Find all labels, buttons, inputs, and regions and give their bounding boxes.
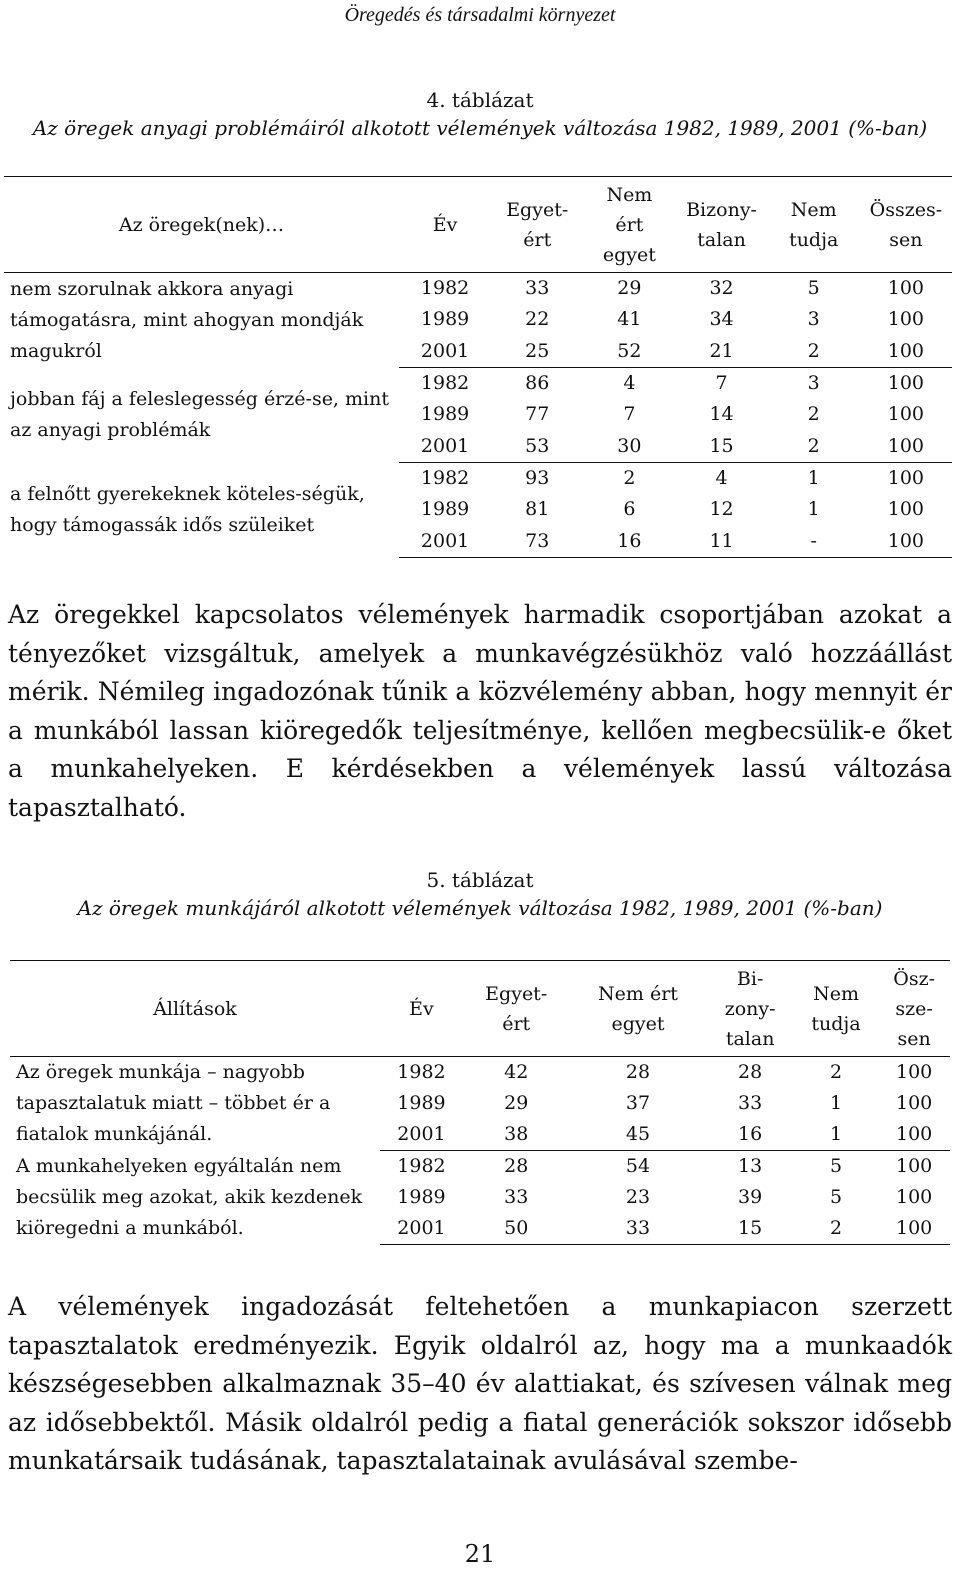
value-cell: 81 [525, 498, 550, 521]
row-label: A munkahelyeken egyáltalán nem becsülik meg azokat, akik kezdenek kiöregedni a munkából. [16, 1155, 363, 1239]
value-cell: 15 [707, 1213, 794, 1245]
value-cell: 13 [738, 1155, 763, 1177]
table4-header-cell: Összes- sen [860, 177, 952, 273]
row-label: jobban fáj a feleslegesség érzé-se, mint az anyagi problémák [10, 387, 389, 441]
value-cell: 33 [738, 1092, 763, 1114]
value-cell: 73 [491, 525, 583, 557]
value-cell: 4 [715, 466, 728, 489]
value-cell: 100 [896, 1092, 933, 1114]
value-cell: 15 [675, 430, 767, 462]
value-cell: 28 [738, 1061, 763, 1083]
value-cell: 45 [569, 1119, 706, 1151]
year-cell: 2001 [399, 525, 491, 557]
table4-header-cell: Az öregek(nek)… [4, 177, 399, 273]
value-cell: 1 [807, 498, 820, 521]
table-row [10, 1151, 950, 1183]
table5-header-cell: Év [380, 961, 463, 1057]
table4-number: 4. táblázat [426, 88, 534, 112]
value-cell: 28 [504, 1155, 529, 1177]
value-cell: 2 [768, 336, 860, 368]
year-cell: 1989 [420, 498, 470, 521]
value-cell: 29 [617, 277, 642, 300]
value-cell: 38 [463, 1119, 570, 1151]
row-label: nem szorulnak akkora anyagi támogatásra, mint ahogyan mondják magukról [10, 277, 364, 362]
table4-header-cell: Egyet- ért [491, 177, 583, 273]
value-cell: 16 [707, 1119, 794, 1151]
year-cell: 1982 [420, 466, 470, 489]
value-cell: 1 [829, 1092, 843, 1114]
table5 [10, 960, 950, 1245]
value-cell: 28 [625, 1061, 651, 1083]
year-cell: 2001 [380, 1119, 463, 1151]
value-cell: 2 [807, 403, 820, 426]
value-cell: 3 [807, 372, 820, 395]
table4-header-cell: Év [399, 177, 491, 273]
table4-header-cell: Nem tudja [768, 177, 860, 273]
value-cell: 100 [860, 336, 952, 368]
value-cell: 100 [887, 372, 925, 395]
table4-body [4, 273, 952, 558]
value-cell: 100 [878, 1119, 950, 1151]
value-cell: 2 [623, 466, 636, 489]
value-cell: 42 [504, 1061, 529, 1083]
value-cell: 6 [623, 498, 636, 521]
value-cell: 33 [569, 1213, 706, 1245]
table-row [4, 462, 952, 494]
year-cell: 2001 [380, 1213, 463, 1245]
value-cell: 86 [525, 372, 550, 395]
value-cell: 2 [829, 1061, 843, 1083]
value-cell: 100 [887, 277, 925, 300]
value-cell: 1 [794, 1119, 879, 1151]
table4-header-cell: Nem ért egyet [583, 177, 675, 273]
table-row [4, 273, 952, 305]
table4-header-cell: Bizony- talan [675, 177, 767, 273]
value-cell: 4 [623, 372, 636, 395]
value-cell: 100 [887, 308, 925, 331]
paragraph-1: Az öregekkel kapcsolatos vélemények harmadik csoportjában azokat a tényezőket vizsgáltuk, amelyek a munkavégzésükhöz való hozzáállást mérik. Némileg ingadozónak tűnik a közvélemény abban, hogy mennyit ér a munkából lassan kiöregedők teljesítménye, kellően megbecsülik-e őket a munkahelyeken. E kérdésekben a vélemények lassú változása tapasztalható. [8, 600, 952, 822]
value-cell: 5 [807, 277, 820, 300]
paragraph-2: A vélemények ingadozását feltehetően a munkapiacon szerzett tapasztalatok eredményezik. Egyik oldalról az, hogy ma a munkaadók készségesebben alkalmaznak 35–40 év alattiakat, és szívesen válnak meg az idősebbektől. Másik oldalról pedig a fiatal generációk sokszor idősebb munkatársaik tudásának, tapasztalatainak avulásával szembe- [8, 1292, 952, 1475]
value-cell: 52 [583, 336, 675, 368]
year-cell: 1982 [420, 277, 470, 300]
value-cell: 39 [738, 1186, 763, 1208]
value-cell: 33 [504, 1186, 529, 1208]
value-cell: 7 [715, 372, 728, 395]
value-cell: 32 [709, 277, 734, 300]
value-cell: 100 [887, 403, 925, 426]
value-cell: 7 [623, 403, 636, 426]
table5-title: Az öregek munkájáról alkotott vélemények változása 1982, 1989, 2001 (%-ban) [77, 896, 883, 920]
table4-header-row [4, 177, 952, 273]
value-cell: 37 [625, 1092, 651, 1114]
value-cell: 1 [807, 466, 820, 489]
table5-caption [0, 866, 960, 922]
table-row [4, 367, 952, 399]
value-cell: 100 [860, 430, 952, 462]
value-cell: 16 [583, 525, 675, 557]
value-cell: 5 [829, 1155, 843, 1177]
table4-title: Az öregek anyagi problémáiról alkotott vélemények változása 1982, 1989, 2001 (%-ban) [32, 116, 928, 140]
value-cell: 100 [887, 498, 925, 521]
year-cell: 1982 [397, 1155, 446, 1177]
table5-body [10, 1057, 950, 1245]
table4-caption [0, 86, 960, 142]
table5-header-cell: Állítások [10, 961, 380, 1057]
table5-header-row [10, 961, 950, 1057]
value-cell: 29 [504, 1092, 529, 1114]
value-cell: 14 [709, 403, 734, 426]
value-cell: 100 [860, 525, 952, 557]
year-cell: 1989 [420, 403, 470, 426]
value-cell: 3 [807, 308, 820, 331]
row-label: a felnőtt gyerekeknek köteles-ségük, hogy támogassák idős szüleiket [10, 482, 365, 536]
row-label: Az öregek munkája – nagyobb tapasztalatuk miatt – többet ér a fiatalok munkájánál. [16, 1061, 331, 1146]
value-cell: 30 [583, 430, 675, 462]
value-cell: 12 [709, 498, 734, 521]
value-cell: 41 [617, 308, 642, 331]
value-cell: 34 [709, 308, 734, 331]
value-cell: 100 [878, 1213, 950, 1245]
value-cell: 2 [794, 1213, 879, 1245]
value-cell: 100 [896, 1186, 933, 1208]
value-cell: 22 [525, 308, 550, 331]
value-cell: 11 [675, 525, 767, 557]
table5-header-cell: Egyet- ért [463, 961, 570, 1057]
value-cell: 21 [675, 336, 767, 368]
value-cell: 53 [491, 430, 583, 462]
table5-header-cell: Nem tudja [794, 961, 879, 1057]
year-cell: 2001 [399, 430, 491, 462]
value-cell: 100 [887, 466, 925, 489]
table5-number: 5. táblázat [426, 868, 534, 892]
value-cell: 100 [896, 1155, 933, 1177]
table5-header-cell: Nem ért egyet [569, 961, 706, 1057]
year-cell: 1989 [397, 1186, 446, 1208]
value-cell: 2 [768, 430, 860, 462]
year-cell: 2001 [399, 336, 491, 368]
value-cell: 50 [463, 1213, 570, 1245]
year-cell: 1982 [420, 372, 470, 395]
table4 [4, 176, 952, 558]
table5-header-cell: Ösz- sze- sen [878, 961, 950, 1057]
value-cell: 77 [525, 403, 550, 426]
year-cell: 1989 [420, 308, 470, 331]
value-cell: 93 [525, 466, 550, 489]
table5-header-cell: Bi- zony- talan [707, 961, 794, 1057]
value-cell: 33 [525, 277, 550, 300]
year-cell: 1989 [397, 1092, 446, 1114]
value-cell: - [768, 525, 860, 557]
page-number: 21 [464, 1540, 496, 1568]
table-row [10, 1057, 950, 1089]
value-cell: 25 [491, 336, 583, 368]
running-head: Öregedés és társadalmi környezet [344, 4, 616, 26]
value-cell: 23 [625, 1186, 651, 1208]
value-cell: 5 [829, 1186, 843, 1208]
value-cell: 54 [625, 1155, 651, 1177]
value-cell: 100 [896, 1061, 933, 1083]
year-cell: 1982 [397, 1061, 446, 1083]
